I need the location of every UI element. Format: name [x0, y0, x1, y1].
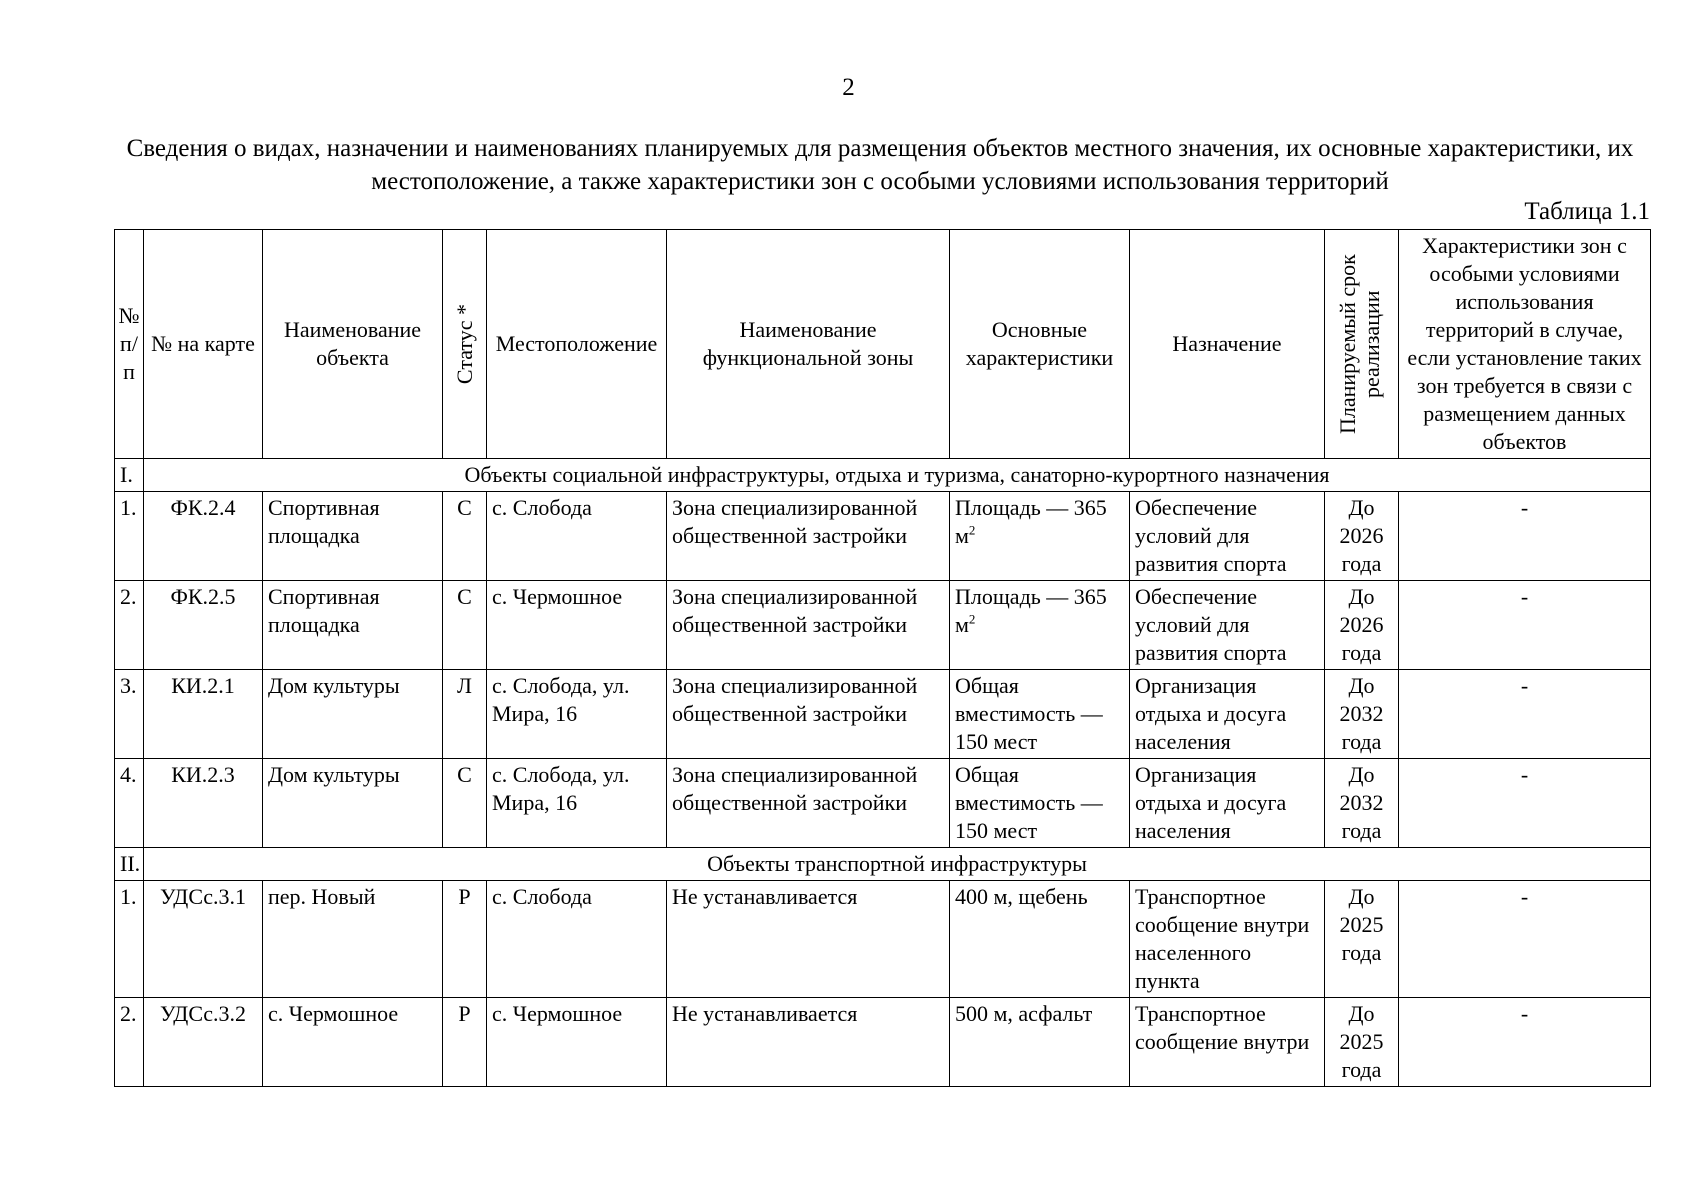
row-map-no: ФК.2.5 [144, 581, 263, 670]
table-row [115, 759, 1651, 848]
section-number: II. [115, 848, 144, 881]
header-location: Местоположение [487, 230, 667, 459]
row-purpose: Организация отдыха и досуга населения [1130, 759, 1325, 848]
row-term: До 2026 года [1325, 581, 1399, 670]
header-status-label: Статус * [451, 303, 477, 385]
header-num: № п/п [115, 230, 144, 459]
row-term: До 2032 года [1325, 759, 1399, 848]
section-row [115, 848, 1651, 881]
row-term: До 2025 года [1325, 998, 1399, 1087]
row-purpose: Транспортное сообщение внутри населенного пункта [1130, 881, 1325, 998]
page-number: 2 [842, 74, 855, 101]
row-purpose: Обеспечение условий для развития спорта [1130, 581, 1325, 670]
header-characteristics: Основные характеристики [950, 230, 1130, 459]
row-functional-zone: Зона специализированной общественной застройки [667, 492, 950, 581]
row-status: Л [443, 670, 487, 759]
row-status: Р [443, 881, 487, 998]
section-row [115, 459, 1651, 492]
row-functional-zone: Зона специализированной общественной застройки [667, 759, 950, 848]
row-num: 2. [115, 581, 144, 670]
row-map-no: КИ.2.3 [144, 759, 263, 848]
row-status: С [443, 759, 487, 848]
row-functional-zone: Не устанавливается [667, 881, 950, 998]
table-header-row [115, 230, 1651, 459]
row-num: 3. [115, 670, 144, 759]
characteristics-text: Площадь — 365 м [955, 495, 1107, 548]
row-purpose: Организация отдыха и досуга населения [1130, 670, 1325, 759]
row-functional-zone: Не устанавливается [667, 998, 950, 1087]
row-object-name: пер. Новый [263, 881, 443, 998]
row-location: с. Чермошное [487, 998, 667, 1087]
table-row [115, 881, 1651, 998]
row-special-zones: - [1399, 759, 1651, 848]
row-object-name: с. Чермошное [263, 998, 443, 1087]
characteristics-text: Общая вместимость — 150 мест [955, 673, 1103, 754]
row-object-name: Спортивная площадка [263, 492, 443, 581]
row-location: с. Слобода [487, 492, 667, 581]
row-special-zones: - [1399, 492, 1651, 581]
row-characteristics [950, 759, 1130, 848]
table-row [115, 670, 1651, 759]
header-map-no: № на карте [144, 230, 263, 459]
row-location: с. Слобода [487, 881, 667, 998]
row-location: с. Слобода, ул. Мира, 16 [487, 670, 667, 759]
row-term: До 2026 года [1325, 492, 1399, 581]
row-object-name: Спортивная площадка [263, 581, 443, 670]
row-location: с. Слобода, ул. Мира, 16 [487, 759, 667, 848]
row-special-zones: - [1399, 670, 1651, 759]
section-title: Объекты социальной инфраструктуры, отдыха и туризма, санаторно-курортного назначения [144, 459, 1651, 492]
row-purpose: Транспортное сообщение внутри [1130, 998, 1325, 1087]
row-characteristics [950, 492, 1130, 581]
row-term: До 2025 года [1325, 881, 1399, 998]
row-status: Р [443, 998, 487, 1087]
row-object-name: Дом культуры [263, 670, 443, 759]
table-row [115, 581, 1651, 670]
unit-superscript: 2 [968, 522, 976, 538]
row-location: с. Чермошное [487, 581, 667, 670]
row-num: 4. [115, 759, 144, 848]
unit-superscript: 2 [968, 611, 976, 627]
row-purpose: Обеспечение условий для развития спорта [1130, 492, 1325, 581]
row-characteristics [950, 881, 1130, 998]
header-object-name: Наименование объекта [263, 230, 443, 459]
row-special-zones: - [1399, 881, 1651, 998]
row-characteristics [950, 581, 1130, 670]
row-special-zones: - [1399, 998, 1651, 1087]
table-body [115, 459, 1651, 1087]
row-status: С [443, 581, 487, 670]
row-status: С [443, 492, 487, 581]
row-characteristics [950, 670, 1130, 759]
row-map-no: УДСс.3.2 [144, 998, 263, 1087]
row-characteristics [950, 998, 1130, 1087]
row-object-name: Дом культуры [263, 759, 443, 848]
row-functional-zone: Зона специализированной общественной застройки [667, 581, 950, 670]
characteristics-text: Площадь — 365 м [955, 584, 1107, 637]
table-row [115, 492, 1651, 581]
section-title: Объекты транспортной инфраструктуры [144, 848, 1651, 881]
row-map-no: КИ.2.1 [144, 670, 263, 759]
row-num: 1. [115, 492, 144, 581]
table-label: Таблица 1.1 [1524, 198, 1650, 225]
document-title: Сведения о видах, назначении и наименованиях планируемых для размещения объектов местного значения, их основные характеристики, их местоположение, а также характеристики зон с особыми условиями использования территорий [126, 135, 1634, 195]
characteristics-text: 500 м, асфальт [955, 1001, 1093, 1026]
header-term [1325, 230, 1399, 459]
row-num: 1. [115, 881, 144, 998]
row-map-no: УДСс.3.1 [144, 881, 263, 998]
section-number: I. [115, 459, 144, 492]
characteristics-text: Общая вместимость — 150 мест [955, 762, 1103, 843]
row-term: До 2032 года [1325, 670, 1399, 759]
table-row [115, 998, 1651, 1087]
row-num: 2. [115, 998, 144, 1087]
header-functional-zone: Наименование функциональной зоны [667, 230, 950, 459]
row-map-no: ФК.2.4 [144, 492, 263, 581]
objects-table [114, 229, 1651, 1087]
header-status [443, 230, 487, 459]
row-functional-zone: Зона специализированной общественной застройки [667, 670, 950, 759]
header-term-label: Планируемый срок реализации [1334, 254, 1384, 434]
row-special-zones: - [1399, 581, 1651, 670]
header-special-zones: Характеристики зон с особыми условиями использования территорий в случае, если установление таких зон требуется в связи с размещением данных объектов [1399, 230, 1651, 459]
header-purpose: Назначение [1130, 230, 1325, 459]
characteristics-text: 400 м, щебень [955, 884, 1088, 909]
